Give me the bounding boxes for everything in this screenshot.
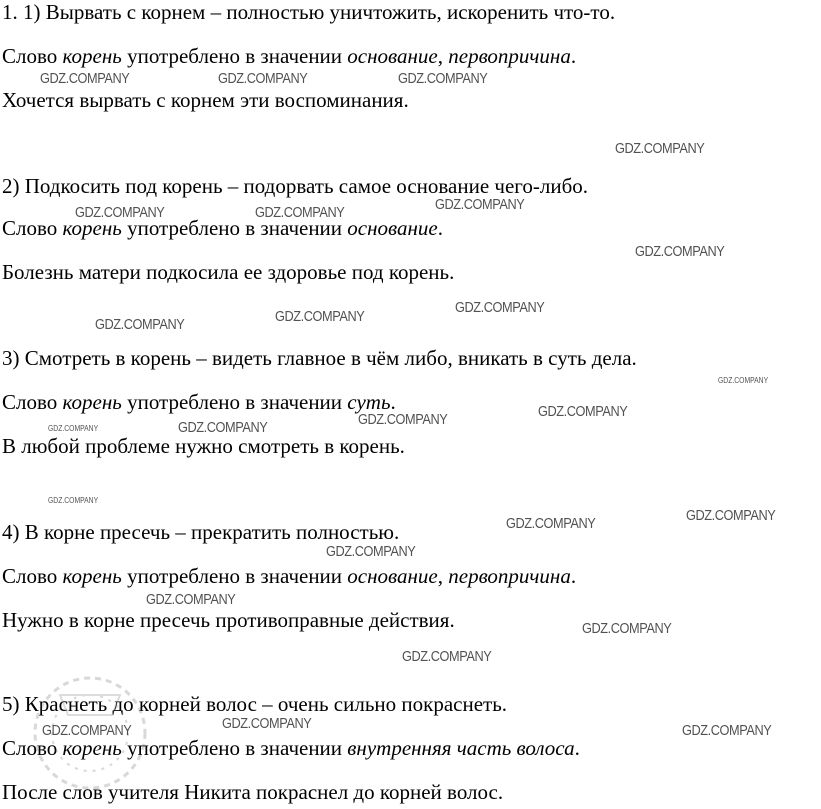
watermark: GDZ.COMPANY bbox=[326, 543, 416, 560]
key-word: корень bbox=[62, 736, 122, 760]
watermark: GDZ.COMPANY bbox=[178, 419, 268, 436]
item-4-example bbox=[2, 608, 455, 632]
explanation-text: Слово bbox=[2, 216, 63, 240]
watermark: GDZ.COMPANY bbox=[275, 308, 365, 325]
explanation-text: употреблено в значении bbox=[121, 216, 348, 240]
meaning-word: основание bbox=[347, 564, 438, 588]
separator: , bbox=[437, 564, 449, 588]
meaning-word: первопричина bbox=[448, 564, 571, 588]
watermark: GDZ.COMPANY bbox=[455, 299, 545, 316]
watermark: GDZ.COMPANY bbox=[146, 591, 236, 608]
item-1-heading bbox=[2, 0, 615, 24]
item-3-heading bbox=[2, 346, 637, 370]
explanation-text: Слово bbox=[2, 44, 63, 68]
heading-text: 5) Краснеть до корней волос – очень сильно покраснеть. bbox=[2, 692, 508, 716]
watermark: GDZ.COMPANY bbox=[635, 243, 725, 260]
heading-text: 4) В корне пресечь – прекратить полностью. bbox=[2, 520, 400, 544]
example-text: В любой проблеме нужно смотреть в корень. bbox=[2, 434, 405, 458]
separator: , bbox=[437, 44, 449, 68]
explanation-text: употреблено в значении bbox=[121, 736, 348, 760]
item-2-explanation bbox=[2, 216, 443, 240]
watermark: GDZ.COMPANY bbox=[218, 70, 308, 87]
explanation-text: Слово bbox=[2, 390, 63, 414]
item-1-example bbox=[2, 88, 409, 112]
watermark: GDZ.COMPANY bbox=[95, 316, 185, 333]
meaning-word: первопричина bbox=[448, 44, 571, 68]
period: . bbox=[570, 564, 577, 588]
watermark: GDZ.COMPANY bbox=[506, 515, 596, 532]
watermark: GDZ.COMPANY bbox=[538, 403, 628, 420]
key-word: корень bbox=[62, 44, 122, 68]
heading-text: 3) Смотреть в корень – видеть главное в чём либо, вникать в суть дела. bbox=[2, 346, 637, 370]
period: . bbox=[574, 736, 580, 760]
meaning-word: суть bbox=[347, 390, 391, 414]
watermark: GDZ.COMPANY bbox=[255, 204, 345, 221]
period: . bbox=[437, 216, 443, 240]
item-3-explanation bbox=[2, 390, 396, 414]
meaning-word: основание bbox=[347, 216, 438, 240]
watermark: GDZ.COMPANY bbox=[615, 140, 705, 157]
watermark: GDZ.COMPANY bbox=[48, 496, 99, 505]
explanation-text: употреблено в значении bbox=[121, 390, 348, 414]
item-2-heading bbox=[2, 174, 588, 198]
watermark: GDZ.COMPANY bbox=[686, 507, 776, 524]
explanation-text: употреблено в значении bbox=[121, 44, 348, 68]
watermark: GDZ.COMPANY bbox=[435, 196, 525, 213]
watermark: GDZ.COMPANY bbox=[40, 70, 130, 87]
watermark: GDZ.COMPANY bbox=[582, 620, 672, 637]
explanation-text: употреблено в значении bbox=[121, 564, 348, 588]
example-text: Болезнь матери подкосила ее здоровье под корень. bbox=[2, 260, 455, 284]
watermark: GDZ.COMPANY bbox=[222, 715, 312, 732]
example-text: Хочется вырвать с корнем эти воспоминания. bbox=[2, 88, 409, 112]
meaning-word: внутренняя часть волоса bbox=[347, 736, 575, 760]
meaning-word: основание bbox=[347, 44, 438, 68]
example-text: Нужно в корне пресечь противоправные действия. bbox=[2, 608, 455, 632]
period: . bbox=[390, 390, 396, 414]
item-3-example bbox=[2, 434, 405, 458]
key-word: корень bbox=[62, 390, 122, 414]
key-word: корень bbox=[62, 216, 122, 240]
key-word: корень bbox=[62, 564, 122, 588]
period: . bbox=[570, 44, 577, 68]
explanation-text: Слово bbox=[2, 736, 63, 760]
watermark: GDZ.COMPANY bbox=[75, 204, 165, 221]
item-4-heading bbox=[2, 520, 399, 544]
example-text: После слов учителя Никита покраснел до корней волос. bbox=[2, 780, 504, 804]
watermark: GDZ.COMPANY bbox=[48, 424, 99, 433]
watermark: GDZ.COMPANY bbox=[42, 722, 132, 739]
watermark: GDZ.COMPANY bbox=[402, 648, 492, 665]
watermark: GDZ.COMPANY bbox=[398, 70, 488, 87]
watermark: GDZ.COMPANY bbox=[718, 376, 769, 385]
explanation-text: Слово bbox=[2, 564, 63, 588]
watermark: GDZ.COMPANY bbox=[682, 722, 772, 739]
watermark: GDZ.COMPANY bbox=[358, 411, 448, 428]
heading-text: 2) Подкосить под корень – подорвать самое основание чего-либо. bbox=[2, 174, 589, 198]
heading-text: 1. 1) Вырвать с корнем – полностью уничтожить, искоренить что-то. bbox=[2, 0, 616, 24]
item-2-example bbox=[2, 260, 454, 284]
item-4-explanation bbox=[2, 564, 576, 588]
item-1-explanation bbox=[2, 44, 576, 68]
